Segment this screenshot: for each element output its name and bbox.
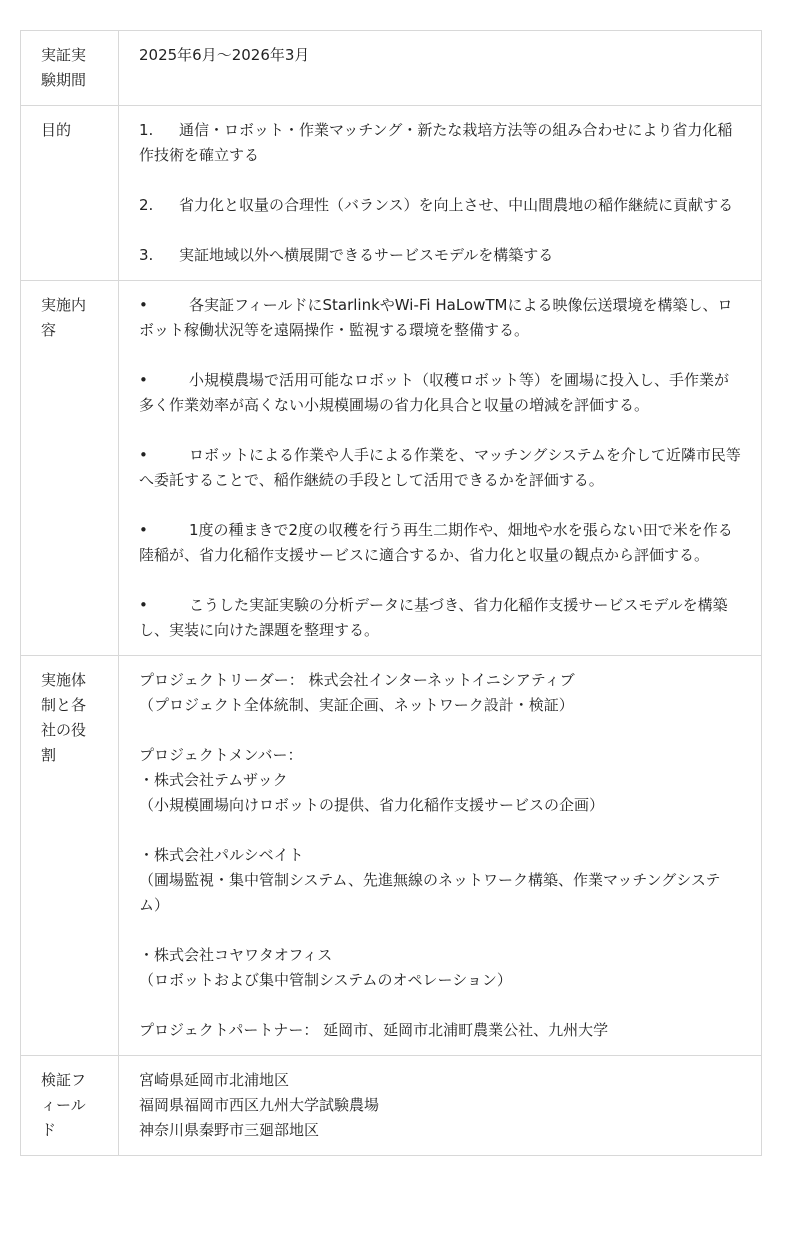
- row-label-period: 実証実験期間: [21, 31, 119, 106]
- content-item: [139, 293, 741, 343]
- table-row-content: [21, 281, 762, 656]
- item-number: 3.: [139, 246, 154, 264]
- field-location: 宮崎県延岡市北浦地区: [139, 1071, 290, 1089]
- row-label-fields: 検証フィールド: [21, 1056, 119, 1156]
- row-label-purpose: 目的: [21, 106, 119, 281]
- table-row-fields: [21, 1056, 762, 1156]
- table-row-purpose: [21, 106, 762, 281]
- table-row-period: [21, 31, 762, 106]
- row-value-fields: [119, 1056, 762, 1156]
- project-leader: プロジェクトリーダー： 株式会社インターネットイニシアティブ: [139, 671, 575, 689]
- item-text: 小規模農場で活用可能なロボット（収穫ロボット等）を圃場に投入し、手作業が多く作業効率が高くない小規模圃場の省力化具合と収量の増減を評価する。: [139, 371, 730, 414]
- item-text: 通信・ロボット・作業マッチング・新たな栽培方法等の組み合わせにより省力化稲作技術を確立する: [139, 121, 733, 164]
- bullet-icon: •: [139, 296, 148, 314]
- field-location: 福岡県福岡市西区九州大学試験農場: [139, 1096, 380, 1114]
- member-role: （小規模圃場向けロボットの提供、省力化稲作支援サービスの企画）: [139, 796, 605, 814]
- item-text: ロボットによる作業や人手による作業を、マッチングシステムを介して近隣市民等へ委託することで、稲作継続の手段として活用できるかを評価する。: [139, 446, 741, 489]
- project-leader-role: （プロジェクト全体統制、実証企画、ネットワーク設計・検証）: [139, 696, 574, 714]
- bullet-icon: •: [139, 596, 148, 614]
- bullet-icon: •: [139, 446, 148, 464]
- item-text: 1度の種まきで2度の収穫を行う再生二期作や、畑地や水を張らない田で米を作る陸稲が、省力化稲作支援サービスに適合するか、省力化と収量の観点から評価する。: [139, 521, 733, 564]
- table-row-structure: [21, 656, 762, 1056]
- member-name: ・株式会社パルシベイト: [139, 846, 304, 864]
- member-role: （ロボットおよび集中管制システムのオペレーション）: [139, 971, 512, 989]
- item-text: こうした実証実験の分析データに基づき、省力化稲作支援サービスモデルを構築し、実装に向けた課題を整理する。: [139, 596, 728, 639]
- content-item: [139, 593, 741, 643]
- member-role: （圃場監視・集中管制システム、先進無線のネットワーク構築、作業マッチングシステム）: [139, 871, 721, 914]
- row-value-content: [119, 281, 762, 656]
- bullet-icon: •: [139, 371, 148, 389]
- row-value-structure: [119, 656, 762, 1056]
- purpose-item: [139, 193, 741, 218]
- project-info-table: [20, 30, 762, 1156]
- content-item: [139, 518, 741, 568]
- content-item: [139, 443, 741, 493]
- row-label-content: 実施内容: [21, 281, 119, 656]
- item-text: 省力化と収量の合理性（バランス）を向上させ、中山間農地の稲作継続に貢献する: [179, 196, 734, 214]
- item-number: 2.: [139, 196, 154, 214]
- row-label-structure: 実施体制と各社の役割: [21, 656, 119, 1056]
- purpose-item: [139, 118, 741, 168]
- row-value-period: 2025年6月〜2026年3月: [119, 31, 762, 106]
- purpose-item: [139, 243, 741, 268]
- row-value-purpose: [119, 106, 762, 281]
- member-name: ・株式会社コヤワタオフィス: [139, 946, 333, 964]
- project-partners: プロジェクトパートナー： 延岡市、延岡市北浦町農業公社、九州大学: [139, 1021, 609, 1039]
- bullet-icon: •: [139, 521, 148, 539]
- info-table-container: [20, 30, 762, 1156]
- item-number: 1.: [139, 121, 154, 139]
- members-heading: プロジェクトメンバー：: [139, 746, 303, 764]
- member-name: ・株式会社テムザック: [139, 771, 288, 789]
- item-text: 実証地域以外へ横展開できるサービスモデルを構築する: [179, 246, 554, 264]
- field-location: 神奈川県秦野市三廻部地区: [139, 1121, 320, 1139]
- content-item: [139, 368, 741, 418]
- item-text: 各実証フィールドにStarlinkやWi-Fi HaLowTMによる映像伝送環境を構築し、ロボット稼働状況等を遠隔操作・監視する環境を整備する。: [139, 296, 733, 339]
